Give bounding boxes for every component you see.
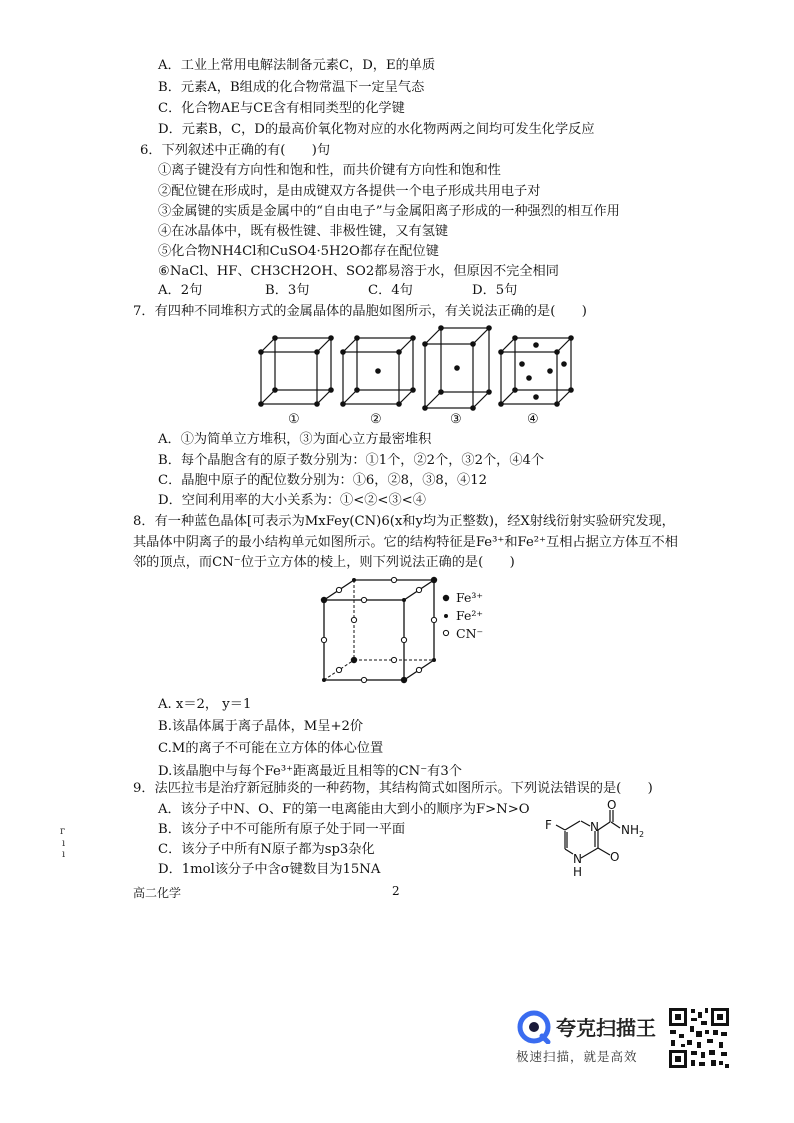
q8-stem-line-3: 邻的顶点，而CN⁻位于立方体的棱上，则下列说法正确的是( ) bbox=[133, 555, 515, 570]
q8-option-a: A. x＝2， y＝1 bbox=[158, 697, 252, 712]
q9-option-a: A．该分子中N、O、F的第一电离能由大到小的顺序为F>N>O bbox=[158, 802, 530, 817]
q9-stem: 9．法匹拉韦是治疗新冠肺炎的一种药物，其结构简式如图所示。下列说法错误的是( ) bbox=[133, 781, 653, 796]
q9-option-b: B．该分子中不可能所有原子处于同一平面 bbox=[158, 822, 406, 837]
atom-o-bottom: O bbox=[610, 850, 620, 864]
q5-option-a: A．工业上常用电解法制备元素C，D，E的单质 bbox=[158, 58, 436, 73]
footer-subject: 高二化学 bbox=[133, 886, 182, 900]
q7-option-c: C．晶胞中原子的配位数分别为：①6，②8，③8，④12 bbox=[158, 473, 487, 488]
q9-option-d: D．1mol该分子中含σ键数目为15NA bbox=[158, 862, 381, 877]
legend-cn: CN⁻ bbox=[456, 626, 484, 641]
scanner-logo-icon bbox=[514, 1010, 554, 1044]
cell-label-2: ② bbox=[370, 412, 382, 427]
q6-stem: 6．下列叙述中正确的有( )句 bbox=[140, 143, 331, 158]
q6-option-b: B．3句 bbox=[265, 283, 310, 298]
q6-option-c: C．4句 bbox=[368, 283, 413, 298]
q7-option-b: B．每个晶胞含有的原子数分别为：①1个，②2个，③2个，④4个 bbox=[158, 453, 545, 468]
q5-option-c: C．化合物AE与CE含有相同类型的化学键 bbox=[158, 101, 405, 116]
qr-code-icon bbox=[667, 1006, 731, 1070]
q8-stem-line-1: 8．有一种蓝色晶体[可表示为MxFey(CN)6(x和y均为正整数)，经X射线衍射实验研究发现， bbox=[133, 514, 675, 529]
legend-markers bbox=[439, 590, 453, 640]
q5-option-b: B．元素A，B组成的化合物常温下一定呈气态 bbox=[158, 80, 425, 95]
fe-cn-cube-diagram bbox=[318, 574, 450, 686]
atom-nh2-sub: 2 bbox=[639, 830, 645, 839]
q8-stem-line-2: 其晶体中阴离子的最小结构单元如图所示。它的结构特征是Fe³⁺和Fe²⁺互相占据立方体互不相 bbox=[133, 535, 678, 550]
q6-option-a: A．2句 bbox=[158, 283, 203, 298]
q6-option-d: D．5句 bbox=[472, 283, 518, 298]
q6-item-1: ①离子键没有方向性和饱和性，而共价键有方向性和饱和性 bbox=[158, 163, 501, 178]
legend-fe2: Fe²⁺ bbox=[456, 608, 483, 623]
q6-item-3: ③金属键的实质是金属中的“自由电子”与金属阳离子形成的一种强烈的相互作用 bbox=[158, 204, 620, 219]
q6-item-2: ②配位键在形成时，是由成键双方各提供一个电子形成共用电子对 bbox=[158, 184, 541, 199]
q7-option-d: D．空间利用率的大小关系为：①<②<③<④ bbox=[158, 493, 426, 508]
margin-mark-1: г bbox=[60, 826, 66, 837]
q8-option-c: C.M的离子不可能在立方体的体心位置 bbox=[158, 741, 384, 756]
atom-o-top: O bbox=[607, 800, 617, 812]
atom-nh-n: N bbox=[573, 852, 582, 866]
q7-option-a: A．①为简单立方堆积，③为面心立方最密堆积 bbox=[158, 432, 432, 447]
q8-option-d: D.该晶胞中与每个Fe³⁺距离最近且相等的CN⁻有3个 bbox=[158, 764, 462, 779]
q6-item-6: ⑥NaCl、HF、CH3CH2OH、SO2都易溶于水，但原因不完全相同 bbox=[158, 264, 559, 279]
margin-mark-3: ı bbox=[62, 849, 66, 860]
footer-page-number: 2 bbox=[392, 884, 400, 898]
favipiravir-structure bbox=[540, 800, 650, 882]
q8-option-b: B.该晶体属于离子晶体，M呈+2价 bbox=[158, 719, 364, 734]
q6-item-5: ⑤化合物NH4Cl和CuSO4·5H2O都存在配位键 bbox=[158, 244, 439, 259]
q6-options bbox=[158, 281, 658, 301]
legend-fe3: Fe³⁺ bbox=[456, 590, 483, 605]
q5-option-d: D．元素B，C，D的最高价氧化物对应的水化物两两之间均可发生化学反应 bbox=[158, 122, 595, 137]
cell-label-1: ① bbox=[288, 412, 300, 427]
atom-nh2-main: NH bbox=[621, 823, 639, 837]
atom-n-top: N bbox=[590, 820, 599, 834]
watermark-slogan: 极速扫描，就是高效 bbox=[516, 1049, 638, 1064]
q7-stem: 7．有四种不同堆积方式的金属晶体的晶胞如图所示，有关说法正确的是( ) bbox=[133, 304, 587, 319]
q6-item-4: ④在冰晶体中，既有极性键、非极性键，又有氢键 bbox=[158, 224, 449, 239]
cell-label-3: ③ bbox=[450, 412, 462, 427]
cell-label-4: ④ bbox=[527, 412, 539, 427]
atom-nh-h: H bbox=[573, 865, 583, 879]
atom-nh2 bbox=[621, 823, 644, 839]
q9-option-c: C．该分子中所有N原子都为sp3杂化 bbox=[158, 842, 375, 857]
atom-f: F bbox=[545, 818, 552, 832]
watermark-brand: 夸克扫描王 bbox=[556, 1016, 656, 1040]
margin-mark-2: ı bbox=[62, 838, 66, 849]
